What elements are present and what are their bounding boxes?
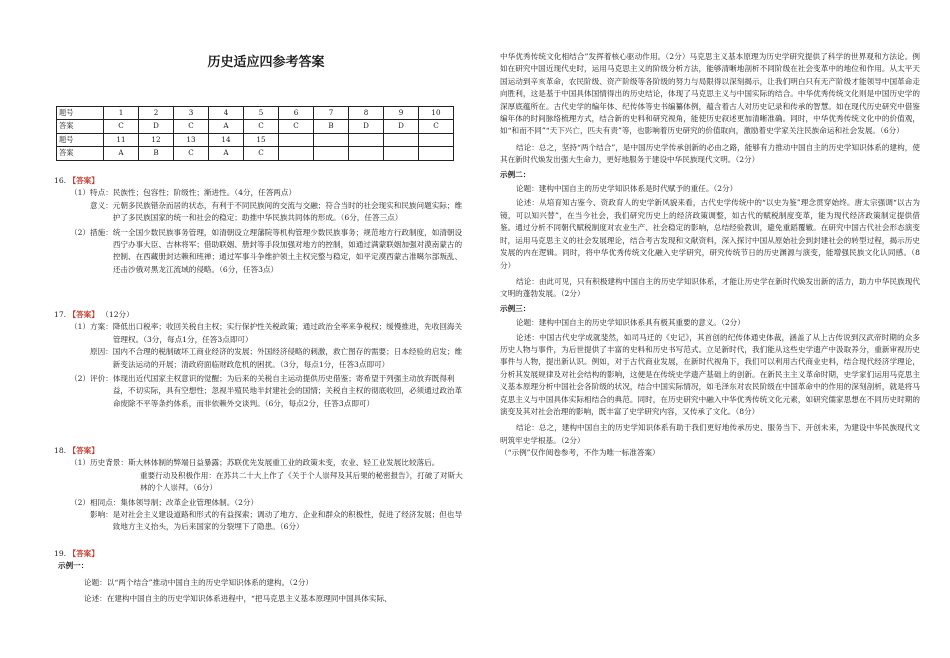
answer-table-cell: 9 [384, 107, 419, 120]
answer-table-row-header: 题号 [57, 107, 104, 120]
q18-a1-text: 斯大林体制的弊端日益暴露；苏联优先发展重工业的政策未变，农业、轻工业发展比较落后。 [128, 458, 440, 468]
q17-a1b-text: 国内不合理的税制破坏工商业经济的发展；外国经济侵略的刺激，救亡图存的需要；日本经验的启发；维新变法运动的开展；清政府面临财政危机的困扰。（3分，每点1分，任答3点即可） [112, 347, 463, 369]
example-3-conclusion: 结论：总之，建构中国自主的历史学知识体系有助于我们更好地传承历史、服务当下、开创未来，为建设中华民族现代文明筑牢史学根基。（2分） [500, 423, 920, 445]
q16-a2-label: （2）措施： [70, 227, 113, 237]
example-1-conclusion: 结论：总之，坚持“两个结合”，是中国历史学传承创新的必由之路，能够有力推动中国自主的历史学知识体系的建构，使其在新时代焕发出强大生命力，更好地服务于建设中华民族现代文明。（2分） [500, 142, 920, 165]
answer-table-cell: 6 [279, 107, 314, 120]
answer-table-cell: C [104, 120, 139, 133]
q18-a2b-label: 影响： [90, 510, 113, 520]
answer-table-cell: 5 [244, 107, 279, 120]
q18-a2-text: 集体领导制；改革企业管理体制。（2分） [120, 497, 259, 507]
answer-table-cell: 10 [419, 107, 454, 120]
answer-table-cell: C [419, 120, 454, 133]
q17-a2-text: 体现出近代国家主权意识的觉醒；为后来的关税自主运动提供历史借鉴；寄希望于列强主动放弃既得利益，不切实际，具有空想性；忽视半殖民地半封建社会的国情；关税自主权的彻底收回，必须通过政治革命废除不平等条约体系，而非依赖外交谈判。（6分，每点2分，任答3点即可） [112, 374, 463, 408]
answer-table-cell: C [174, 147, 209, 160]
answer-table-row [57, 133, 454, 146]
answer-table-cell: 15 [244, 133, 279, 146]
answer-table-cell: 3 [174, 107, 209, 120]
answer-table-cell [419, 133, 454, 146]
answer-table-cell [384, 147, 419, 160]
answer-table-cell: A [209, 120, 244, 133]
example-3-argument: 论述：中国古代史学成就斐然，如司马迁的《史记》，其首创的纪传体通史体裁，涵盖了从上古传说到汉武帝时期的众多历史人物与事件，为后世提供了丰富的史料和历史书写范式。立足新时代，我们能从这些史学遗产中汲取养分，重新审视历史事件与人物，提出新认识。例如，对于古代商业发展，在新时代视角下，我们可以利用古代商业史料，结合现代经济学理论，分析其发展规律及对社会结构的影响，这便是在传统史学遗产基础上的创新。在新民主主义革命时期，史学家们运用马克思主义基本原理分析中国社会各阶级的状况，结合中国实际情况，如毛泽东对农民阶级在中国革命中的作用的深刻剖析，就是将马克思主义与中国具体实际相结合的典范。同时，在历史研究中融入中华优秀传统文化元素，如研究儒家思想在不同历史时期的演变及其对社会治理的影响，既丰富了史学研究内容，又传承了文化。（8分） [500, 332, 920, 416]
answer-table-row-header: 答案 [57, 147, 104, 160]
example-note: （“示例”仅作阅卷参考，不作为唯一标准答案） [500, 448, 660, 458]
answer-table-cell: 12 [139, 133, 174, 146]
q19-continued [500, 51, 920, 460]
question-16 [46, 175, 466, 276]
q16-a1-label: （1）特点： [70, 188, 113, 198]
example-1-argument-cont: 中华优秀传统文化相结合”发挥着核心驱动作用。（2分）马克思主义基本原理为历史学研究提供了科学的世界观和方法论。例如在研究中国近现代史时，运用马克思主义的阶级分析方法，能够清晰地剖析不同阶级在社会变革中的地位和作用。从太平天国运动到辛亥革命，农民阶级、资产阶级等各阶级的努力与局限得以深刻揭示，让我们明白只有无产阶级才能领导中国革命走向胜利，这是基于中国具体国情得出的历史结论，体现了马克思主义与中国实际的结合。中华优秀传统文化则是中国历史学的深厚底蕴所在。古代史学的编年体、纪传体等史书编纂体例，蕴含着古人对历史记录和传承的智慧。如在现代历史研究中借鉴编年体的时间脉络梳理方式，结合新的史料和研究视角，能使历史叙述更加清晰准确。同时，中华优秀传统文化中的价值观，如“和而不同”“天下兴亡，匹夫有责”等，也影响着历史研究的价值取向，激励着史学家关注民族命运和社会发展。（6分） [500, 52, 920, 136]
example-2-thesis: 论题：建构中国自主的历史学知识体系是时代赋予的重任。（2分） [516, 184, 738, 194]
answer-table-cell: A [209, 147, 244, 160]
page-title: 历史适应四参考答案 [207, 55, 325, 70]
answer-table-cell: 7 [314, 107, 349, 120]
answer-table-cell [314, 133, 349, 146]
answer-table-cell: D [139, 120, 174, 133]
answer-table-cell: D [384, 120, 419, 133]
example-3-thesis: 论题：建构中国自主的历史学知识体系具有极其重要的意义。（2分） [516, 318, 745, 328]
answer-table-cell: 14 [209, 133, 244, 146]
answer-table-cell [314, 147, 349, 160]
answer-table-cell [279, 133, 314, 146]
answer-table-row [57, 147, 454, 160]
question-19 [46, 548, 466, 606]
answer-table-cell: B [139, 147, 174, 160]
example-2-heading: 示例二： [500, 169, 531, 179]
q18-a1b-text: 重要行动及积极作用：在苏共二十大上作了《关于个人崇拜及其后果的秘密报告》，打破了对斯大林的个人崇拜。（6分） [140, 470, 463, 493]
answer-table-cell [349, 133, 384, 146]
answer-table [56, 106, 454, 161]
answer-table-row-header: 答案 [57, 120, 104, 133]
q18-number: 18. [54, 446, 67, 455]
answer-table-cell: 8 [349, 107, 384, 120]
q16-a2-text: 统一全国少数民族事务管理，如清朝设立理藩院等机构管理少数民族事务；规范地方行政制度，如清朝设西宁办事大臣、吉林将军；借助联姻、册封等手段加强对地方的控制，如通过满蒙联姻加强对漠南蒙古的控制、在西藏册封达赖和班禅；通过军事斗争维护领土主权完整与稳定，如平定漠西蒙古准噶尔部叛乱、还击沙俄对黑龙江流域的侵略。（6分，任答3点） [112, 227, 463, 274]
q18-a2-label: （2）相同点： [70, 497, 121, 507]
answer-table-cell: C [174, 120, 209, 133]
q16-answer-tag: 【答案】 [68, 176, 99, 185]
example-1-heading: 示例一： [58, 561, 89, 571]
q16-a1b-text: 元朝多民族错杂而居的状态，有利于不同民族间的交流与交融；符合当时的社会现实和民族问题实际；维护了多民族国家的统一和社会的稳定；助推中华民族共同体的形成。（6分，任答三点） [112, 200, 463, 223]
example-1-thesis: 论题：以“两个结合”推动中国自主的历史学知识体系的建构。（2分） [84, 577, 314, 587]
q17-number: 17. [54, 310, 67, 319]
example-2-conclusion: 结论：由此可见，只有积极建构中国自主的历史学知识体系，才能让历史学在新时代焕发出新的活力，助力中华民族现代文明的蓬勃发展。（2分） [500, 276, 920, 299]
answer-table-row [57, 120, 454, 133]
q18-a1-label: （1）历史背景： [70, 458, 128, 468]
answer-table-row [57, 107, 454, 120]
question-18 [46, 445, 466, 534]
answer-table-cell: 13 [174, 133, 209, 146]
q16-a1b-label: 意义： [90, 200, 113, 210]
answer-table-cell: D [349, 120, 384, 133]
answer-table-cell: C [279, 120, 314, 133]
answer-table-cell: C [244, 120, 279, 133]
q17-a1-label: （1）方案： [70, 322, 113, 332]
answer-table-cell: 11 [104, 133, 139, 146]
q17-a2-label: （2）评价： [70, 374, 113, 384]
answer-table-cell [349, 147, 384, 160]
answer-table-cell: A [104, 147, 139, 160]
answer-table-cell [384, 133, 419, 146]
example-3-heading: 示例三： [500, 303, 531, 313]
answer-table-row-header: 题号 [57, 133, 104, 146]
answer-table-cell: C [244, 147, 279, 160]
q17-score: （12分） [101, 310, 134, 319]
q17-a1-text: 降低出口税率；收回关税自主权；实行保护性关税政策；通过政治全率来争税权；缓慢推进，先收回海关管理权。（3分，每点1分，任答3点即可） [112, 322, 463, 344]
answer-table-cell: 1 [104, 107, 139, 120]
q18-a2b-text: 是对社会主义建设道路和形式的有益探索；调动了地方、企业和群众的积极性，促进了经济发展；但也导致地方主义抬头，为后来国家的分裂埋下了隐患。（6分） [112, 510, 463, 532]
q19-number: 19. [54, 549, 67, 558]
example-1-argument-start: 论述：在建构中国自主的历史学知识体系进程中，“把马克思主义基本原理同中国具体实际、 [84, 594, 392, 604]
q16-a1-text: 民族性；包容性；阶级性；渐进性。（4分，任答两点） [112, 188, 297, 198]
q18-answer-tag: 【答案】 [68, 446, 99, 455]
answer-table-cell: 2 [139, 107, 174, 120]
q17-a1b-label: 原因： [90, 347, 113, 357]
answer-table-cell: B [314, 120, 349, 133]
q19-answer-tag: 【答案】 [68, 549, 99, 558]
q17-answer-tag: 【答案】 [68, 310, 99, 319]
question-17 [46, 309, 466, 410]
q16-number: 16. [54, 176, 67, 185]
answer-table-cell: 4 [209, 107, 244, 120]
example-2-argument: 论述：从培育知古鉴今、资政育人的史学新风貌来看，古代史学传统中的“以史为鉴”理念贯穿始终。唐太宗强调“以古为镜，可以知兴替”，在当今社会，我们研究历史上的经济政策调整，如古代的赋税制度变革，能为现代经济政策制定提供借鉴。通过分析不同朝代赋税制度对农业生产、社会稳定的影响，总结经验教训，避免重蹈覆辙。在研究中国古代社会形态演变时，运用马克思主义的社会发展理论，结合考古发现和文献资料，深入探讨中国从原始社会到封建社会的转型过程，揭示历史发展的内在逻辑。同时，将中华优秀传统文化融入史学研究，研究传统节日的历史渊源与演变，能增强民族文化认同感。（8分） [500, 198, 920, 270]
answer-table-cell [419, 147, 454, 160]
answer-table-cell [279, 147, 314, 160]
